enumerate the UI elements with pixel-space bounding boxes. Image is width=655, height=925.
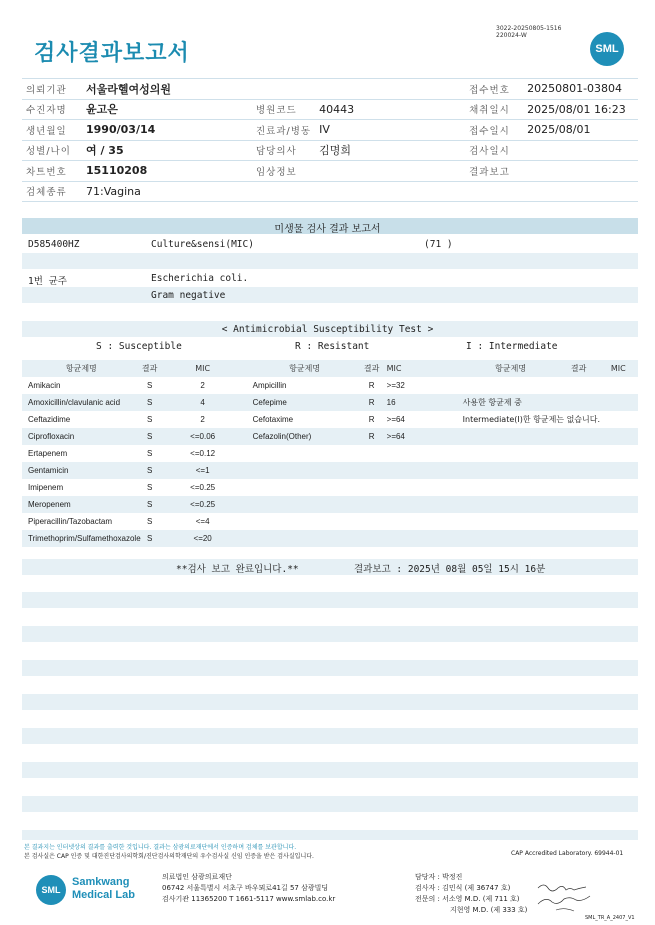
org-name: 의료법인 삼광의료재단	[162, 873, 232, 881]
report-time: 결과보고 : 2025년 08월 05일 15시 16분	[354, 564, 546, 575]
result: R	[363, 428, 381, 445]
stripe	[22, 694, 638, 710]
doctor-value: 김명희	[315, 140, 465, 161]
drug-name: Ceftazidime	[22, 411, 141, 428]
ast-row	[22, 479, 638, 496]
mic-value: <=0.25	[159, 496, 247, 513]
dept-label: 진료과/병동	[252, 120, 315, 141]
stripe	[22, 287, 638, 303]
institution-label: 의뢰기관	[22, 79, 82, 100]
note: 사용한 항균제 중	[463, 394, 638, 411]
drug-name: Amoxicillin/clavulanic acid	[22, 394, 141, 411]
ast-row	[22, 428, 638, 445]
note	[463, 445, 638, 462]
mic-value: 4	[159, 394, 247, 411]
ast-table	[22, 360, 638, 547]
col-mic: MIC	[599, 360, 638, 377]
drug-name	[247, 462, 363, 479]
ast-row	[22, 394, 638, 411]
mic-value	[381, 530, 463, 547]
legend-intermediate: I : Intermediate	[466, 341, 558, 352]
stripe	[22, 253, 638, 269]
sex-age-value: 여 / 35	[82, 140, 252, 161]
col-drug: 항균제명	[463, 360, 559, 377]
note	[463, 496, 638, 513]
col-mic: MIC	[381, 360, 463, 377]
result	[363, 513, 381, 530]
col-result: 결과	[141, 360, 159, 377]
mic-value: >=64	[381, 428, 463, 445]
ast-row	[22, 462, 638, 479]
mic-value: <=1	[159, 462, 247, 479]
document-id: 3022-20250805-1516 220024-W	[496, 25, 562, 39]
result: S	[141, 513, 159, 530]
ward-code-value: 40443	[315, 99, 465, 120]
legend-resistant: R : Resistant	[295, 341, 370, 352]
micro-section-title: 미생물 검사 결과 보고서	[274, 224, 381, 235]
result	[363, 496, 381, 513]
chart-no-label: 차트번호	[22, 161, 82, 182]
stripe	[22, 660, 638, 676]
footer-sml-logo: SML	[36, 875, 66, 905]
drug-name: Ertapenem	[22, 445, 141, 462]
col-mic: MIC	[159, 360, 247, 377]
result: S	[141, 445, 159, 462]
mic-value: >=64	[381, 411, 463, 428]
col-result: 결과	[363, 360, 381, 377]
doctor-label: 담당의사	[252, 140, 315, 161]
col-drug: 항균제명	[22, 360, 141, 377]
test-name: Culture&sensi(MIC)	[151, 239, 254, 250]
ast-row	[22, 445, 638, 462]
specialist-1: 전문의 : 서소영 M.D. (제 711 호)	[415, 895, 520, 903]
footer-note-1: 본 결과지는 인터넷상의 결과를 출력한 것입니다. 결과는 삼광의료재단에서 인증하며 검체를 보관합니다.	[24, 844, 297, 851]
stripe	[22, 796, 638, 812]
test-code: D585400HZ	[28, 239, 80, 250]
recipient-value: 윤고은	[82, 99, 252, 120]
patient-info-table	[22, 78, 638, 202]
mic-value: 2	[159, 411, 247, 428]
col-result: 결과	[559, 360, 599, 377]
ast-header-row	[22, 360, 638, 377]
result	[363, 445, 381, 462]
specialist-2: 지현영 M.D. (제 333 호)	[450, 906, 528, 914]
result: R	[363, 377, 381, 394]
stripe	[22, 592, 638, 608]
mic-value: <=0.12	[159, 445, 247, 462]
clinical-label: 임상정보	[252, 161, 315, 182]
result: S	[141, 428, 159, 445]
drug-name: Ampicillin	[247, 377, 363, 394]
collect-date-label: 채취일시	[465, 99, 523, 120]
note	[463, 428, 638, 445]
handler: 담당자 : 박정진	[415, 873, 463, 881]
sml-logo: SML	[590, 32, 624, 66]
note	[463, 377, 638, 394]
receipt-no-label: 접수번호	[465, 79, 523, 100]
drug-name: Cefazolin(Other)	[247, 428, 363, 445]
tester: 검사자 : 김민식 (제 36747 호)	[415, 884, 511, 892]
result	[363, 530, 381, 547]
institution-value: 서울라헬여성의원	[82, 79, 252, 100]
drug-name	[247, 513, 363, 530]
ast-row	[22, 513, 638, 530]
mic-value	[381, 445, 463, 462]
cap-accreditation: CAP Accredited Laboratory. 69944-01	[511, 850, 624, 857]
dept-value: IV	[315, 120, 465, 141]
ast-row	[22, 411, 638, 428]
completion-text: **검사 보고 완료입니다.**	[176, 564, 299, 575]
receipt-no-value: 20250801-03804	[523, 79, 638, 100]
note	[463, 462, 638, 479]
result: S	[141, 496, 159, 513]
ast-row	[22, 530, 638, 547]
drug-name: Cefotaxime	[247, 411, 363, 428]
mic-value	[381, 496, 463, 513]
isolate-label: 1번 균주	[28, 276, 67, 287]
dob-label: 생년월일	[22, 120, 82, 141]
drug-name: Imipenem	[22, 479, 141, 496]
sex-age-label: 성별/나이	[22, 140, 82, 161]
legend-susceptible: S : Susceptible	[96, 341, 182, 352]
mic-value	[381, 479, 463, 496]
drug-name: Gentamicin	[22, 462, 141, 479]
drug-name: Ciprofloxacin	[22, 428, 141, 445]
mic-value: <=0.25	[159, 479, 247, 496]
report-title: 검사결과보고서	[34, 41, 190, 66]
stripe	[22, 728, 638, 744]
stripe	[22, 626, 638, 642]
result-report-value	[523, 161, 638, 182]
org-contact: 검사기관 11365200 T 1661-5117 www.smlab.co.kr	[162, 895, 336, 903]
recipient-label: 수진자명	[22, 99, 82, 120]
receipt-date-value: 2025/08/01	[523, 120, 638, 141]
note	[463, 513, 638, 530]
dob-value: 1990/03/14	[82, 120, 252, 141]
mic-value: 16	[381, 394, 463, 411]
collect-date-value: 2025/08/01 16:23	[523, 99, 638, 120]
drug-name	[247, 445, 363, 462]
stripe	[22, 830, 638, 840]
signatures	[536, 880, 596, 916]
receipt-date-label: 접수일시	[465, 120, 523, 141]
ast-row	[22, 496, 638, 513]
drug-name	[247, 530, 363, 547]
stripe	[22, 762, 638, 778]
gram-stain: Gram negative	[151, 290, 226, 301]
specimen-value: 71:Vagina	[82, 181, 252, 202]
note	[463, 479, 638, 496]
completion-band	[22, 559, 638, 575]
organism-name: Escherichia coli.	[151, 273, 249, 284]
mic-value	[381, 462, 463, 479]
ast-row	[22, 377, 638, 394]
org-address: 06742 서울특별시 서초구 바우뫼로41길 57 삼광빌딩	[162, 884, 329, 892]
result: S	[141, 479, 159, 496]
mic-value: <=4	[159, 513, 247, 530]
result	[363, 479, 381, 496]
note	[463, 530, 638, 547]
drug-name: Meropenem	[22, 496, 141, 513]
result-report-label: 결과보고	[465, 161, 523, 182]
result: R	[363, 394, 381, 411]
specimen-label: 검체종류	[22, 181, 82, 202]
chart-no-value: 15110208	[82, 161, 252, 182]
footer-note-2: 본 검사실은 CAP 인증 및 대한진단검사의학회/진단검사의학재단의 우수검사실 신임 인증을 받은 검사실입니다.	[24, 853, 314, 860]
result: S	[141, 462, 159, 479]
mic-value: >=32	[381, 377, 463, 394]
result: S	[141, 377, 159, 394]
col-drug: 항균제명	[247, 360, 363, 377]
result	[363, 462, 381, 479]
test-number: (71 )	[424, 239, 453, 250]
result: S	[141, 394, 159, 411]
ward-code-label: 병원코드	[252, 99, 315, 120]
mic-value	[381, 513, 463, 530]
ast-title: < Antimicrobial Susceptibility Test >	[221, 324, 434, 335]
form-code: SML_TR_A_2407_V1	[585, 915, 635, 921]
drug-name: Trimethoprim/Sulfamethoxazole	[22, 530, 141, 547]
drug-name	[247, 479, 363, 496]
test-date-label: 검사일시	[465, 140, 523, 161]
test-date-value	[523, 140, 638, 161]
mic-value: <=0.06	[159, 428, 247, 445]
drug-name: Cefepime	[247, 394, 363, 411]
mic-value: <=20	[159, 530, 247, 547]
result: S	[141, 530, 159, 547]
drug-name: Piperacillin/Tazobactam	[22, 513, 141, 530]
footer-brand: Samkwang Medical Lab	[72, 876, 135, 901]
note: Intermediate(I)한 항균제는 없습니다.	[463, 411, 638, 428]
result: S	[141, 411, 159, 428]
drug-name	[247, 496, 363, 513]
drug-name: Amikacin	[22, 377, 141, 394]
mic-value: 2	[159, 377, 247, 394]
result: R	[363, 411, 381, 428]
clinical-value	[315, 161, 465, 182]
